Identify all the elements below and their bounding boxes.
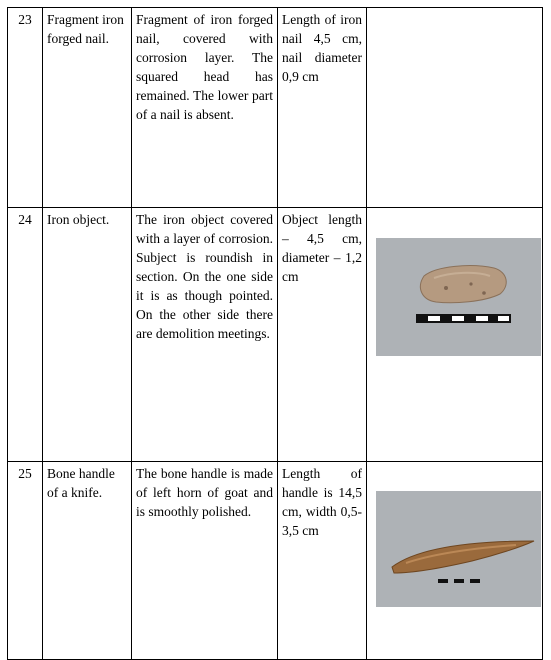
item-description: The iron object covered with a layer of corrosion. Subject is roundish in section. On the one side it is as though pointed. On the other side there are demolition meetings.	[132, 208, 278, 462]
catalog-table	[7, 7, 543, 660]
item-dimensions: Length of handle is 14,5 cm, width 0,5-3,5 cm	[278, 462, 367, 660]
item-photo-cell	[367, 8, 543, 208]
item-name: Fragment iron forged nail.	[43, 8, 132, 208]
item-number: 24	[8, 208, 43, 462]
table-row	[8, 462, 543, 660]
bone-handle-image	[376, 491, 541, 607]
item-description: Fragment of iron forged nail, covered with corrosion layer. The squared head has remained. The lower part of a nail is absent.	[132, 8, 278, 208]
item-dimensions: Object length – 4,5 cm, diameter – 1,2 cm	[278, 208, 367, 462]
bone-handle-photo	[376, 491, 541, 607]
item-number: 25	[8, 462, 43, 660]
iron-object-photo	[376, 238, 541, 356]
item-photo-cell	[367, 462, 543, 660]
table-row	[8, 8, 543, 208]
scale-bar	[438, 579, 480, 583]
item-number: 23	[8, 8, 43, 208]
table-row	[8, 208, 543, 462]
item-name: Bone handle of a knife.	[43, 462, 132, 660]
scale-bar	[416, 314, 511, 323]
item-name: Iron object.	[43, 208, 132, 462]
item-description: The bone handle is made of left horn of goat and is smoothly polished.	[132, 462, 278, 660]
iron-object-image	[376, 238, 541, 356]
item-photo-cell	[367, 208, 543, 462]
item-dimensions: Length of iron nail 4,5 cm, nail diameter 0,9 cm	[278, 8, 367, 208]
